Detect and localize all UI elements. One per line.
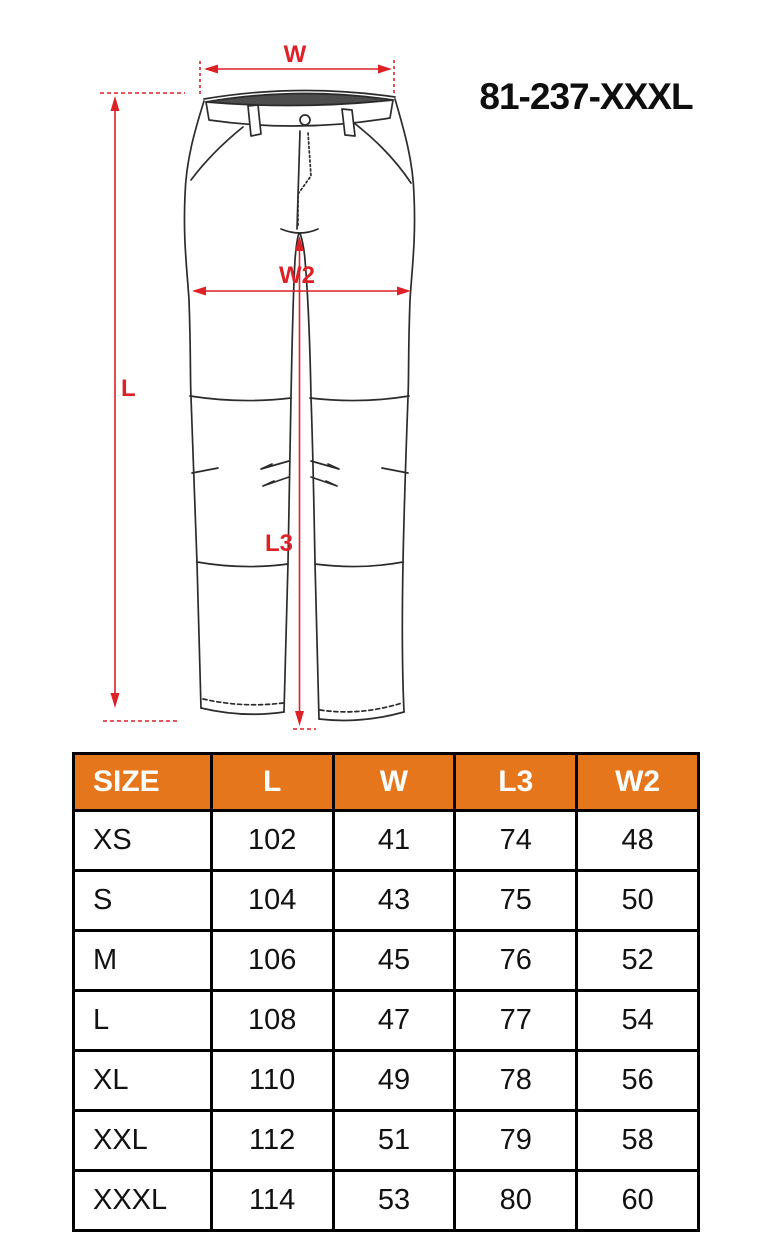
cell-size: L [74, 991, 212, 1051]
table-header-row [74, 754, 699, 811]
cell-w: 49 [333, 1051, 455, 1111]
header-cell-l3: L3 [455, 754, 577, 811]
cell-l: 114 [211, 1171, 333, 1231]
cell-w: 43 [333, 871, 455, 931]
table-row [74, 1051, 699, 1111]
l-dimension-label: L [121, 375, 136, 402]
w2-dimension-label: W2 [279, 262, 315, 289]
cell-w2: 58 [577, 1111, 699, 1171]
cell-w2: 56 [577, 1051, 699, 1111]
cell-l3: 79 [455, 1111, 577, 1171]
header-cell-size: SIZE [74, 754, 212, 811]
knee-seam-upper-right [310, 396, 409, 401]
cell-size: XS [74, 811, 212, 871]
belt-loop-left [248, 105, 261, 136]
hem-stitch-left [203, 699, 283, 705]
cell-l3: 75 [455, 871, 577, 931]
table-row [74, 991, 699, 1051]
cell-size: XXL [74, 1111, 212, 1171]
cell-w: 41 [333, 811, 455, 871]
cell-w2: 52 [577, 931, 699, 991]
cell-w: 47 [333, 991, 455, 1051]
pocket-right [354, 123, 411, 183]
table-row [74, 871, 699, 931]
hem-stitch-right [320, 703, 402, 712]
cell-l3: 74 [455, 811, 577, 871]
cell-l: 108 [211, 991, 333, 1051]
header-cell-l: L [211, 754, 333, 811]
cell-l3: 80 [455, 1171, 577, 1231]
knee-seam-lower-right [315, 562, 403, 567]
cell-size: XL [74, 1051, 212, 1111]
pocket-left [191, 127, 243, 180]
cell-w: 51 [333, 1111, 455, 1171]
header-cell-w2: W2 [577, 754, 699, 811]
size-table [72, 752, 700, 1232]
table-row [74, 1111, 699, 1171]
cell-size: XXXL [74, 1171, 212, 1231]
belt-loop-right [342, 109, 355, 136]
cell-l: 112 [211, 1111, 333, 1171]
cell-l3: 76 [455, 931, 577, 991]
button-icon [300, 115, 310, 125]
table-row [74, 931, 699, 991]
cell-w2: 48 [577, 811, 699, 871]
cell-l3: 78 [455, 1051, 577, 1111]
table-row [74, 1171, 699, 1231]
cell-w2: 50 [577, 871, 699, 931]
cell-l: 104 [211, 871, 333, 931]
knee-seam-lower-left [197, 562, 288, 567]
cell-l: 106 [211, 931, 333, 991]
l-dimension-arrow [111, 96, 120, 708]
cell-l3: 77 [455, 991, 577, 1051]
cell-w: 45 [333, 931, 455, 991]
l3-dimension-label: L3 [264, 530, 293, 557]
cell-l: 110 [211, 1051, 333, 1111]
cell-size: S [74, 871, 212, 931]
table-row [74, 811, 699, 871]
cell-l: 102 [211, 811, 333, 871]
cell-w: 53 [333, 1171, 455, 1231]
knee-seam-upper-left [190, 396, 291, 401]
cell-size: M [74, 931, 212, 991]
header-cell-w: W [333, 754, 455, 811]
product-code: 81-237-XXXL [479, 76, 693, 117]
l3-dimension-arrow [295, 236, 304, 726]
w-dimension-label: W [283, 41, 307, 68]
cell-w2: 60 [577, 1171, 699, 1231]
dimension-annotations [100, 41, 411, 729]
cell-w2: 54 [577, 991, 699, 1051]
